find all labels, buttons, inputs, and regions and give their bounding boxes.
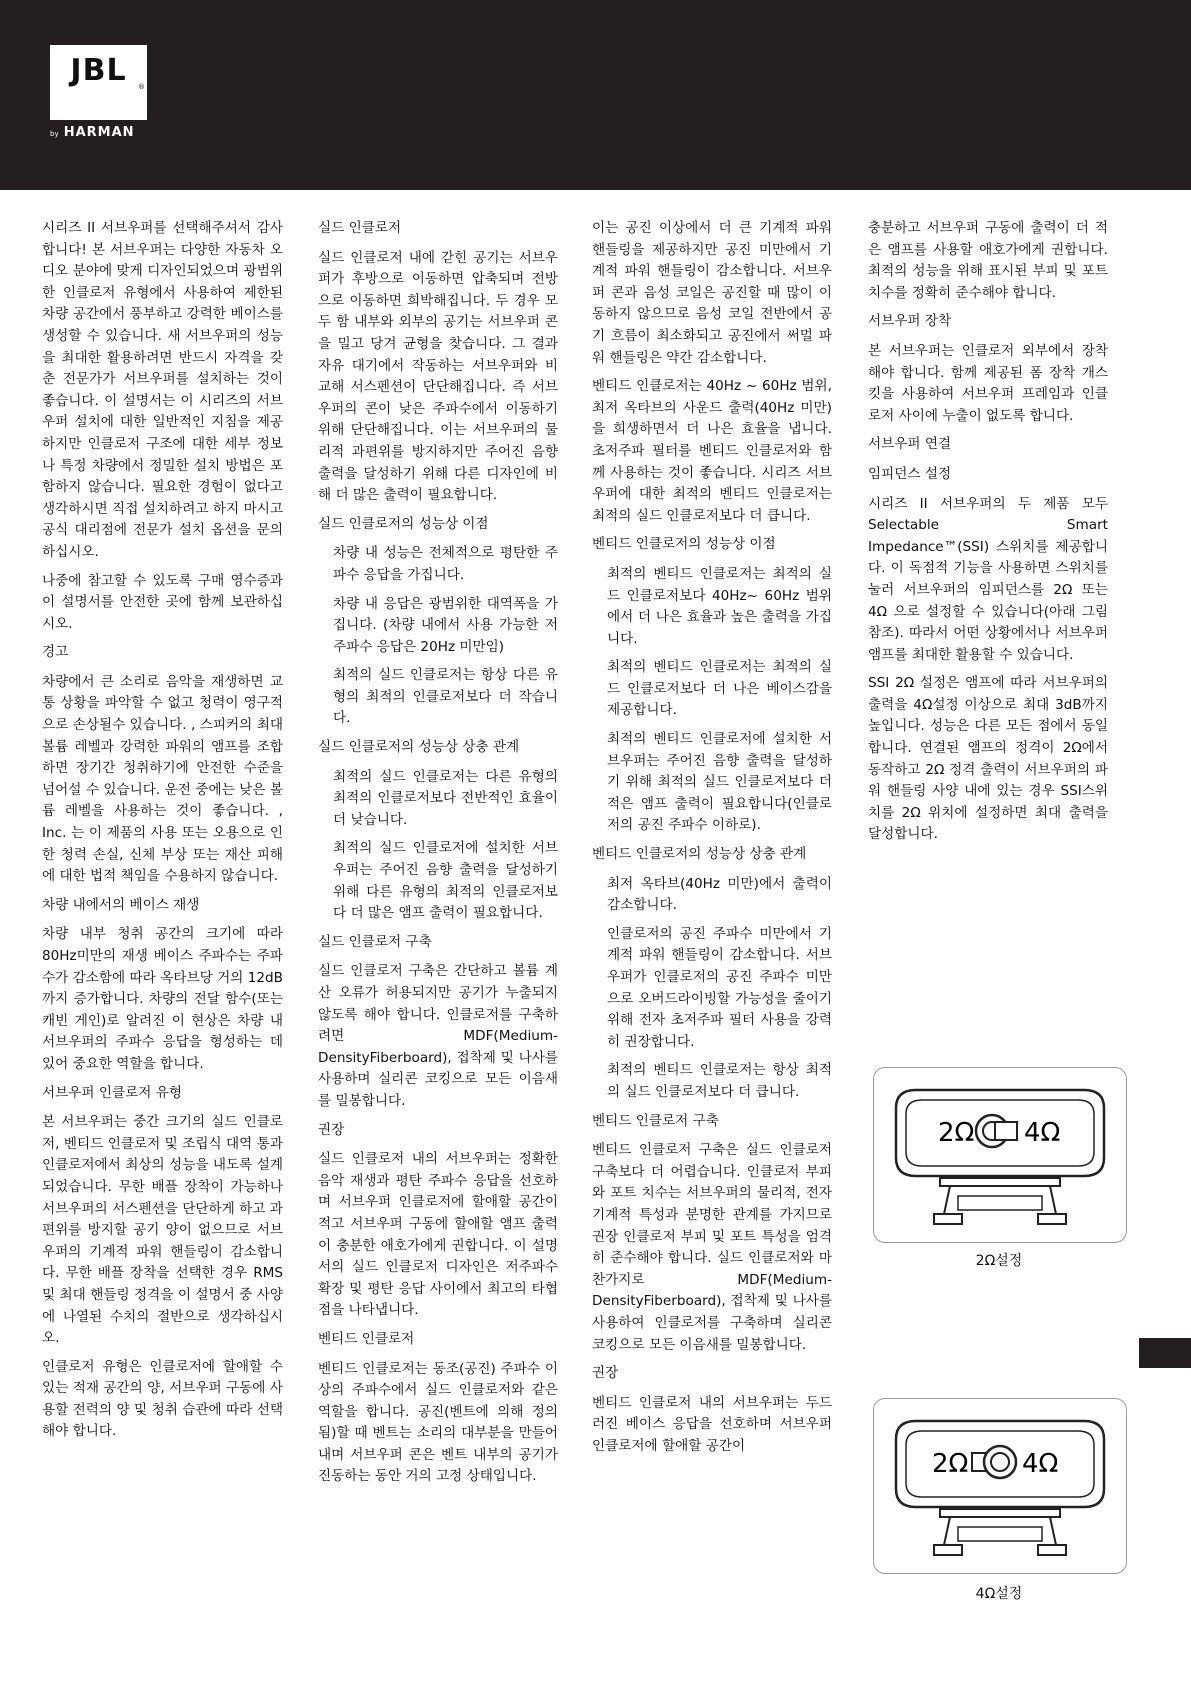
label-2ohm: 2Ω: [938, 1118, 975, 1148]
logo-text: JBL: [70, 53, 127, 88]
column-2: [318, 218, 558, 1495]
section-heading: 서브우퍼 연결: [868, 436, 952, 453]
section-heading: 벤티드 인클로저 구축: [592, 1112, 719, 1129]
body-paragraph: 인클로저 유형은 인클로저에 할애할 수 있는 적재 공간의 양, 서브우퍼 구동에 사용할 전력의 양 및 청취 습관에 따라 선택해야 합니다.: [42, 1358, 283, 1440]
body-paragraph: 최적의 벤티드 인클로저는 최적의 실드 인클로저보다 40Hz~ 60Hz 범위에서 더 나은 효율과 높은 출력을 가집니다.: [607, 565, 832, 647]
section-heading: 권장: [318, 1121, 345, 1138]
body-paragraph: 최적의 벤티드 인클로저에 설치한 서브우퍼는 주어진 음향 출력을 달성하기 위해 최적의 실드 인클로저보다 더 적은 앰프 출력이 필요합니다(인클로저의 공진 주파수 이하로).: [607, 731, 832, 834]
jbl-logo: [50, 45, 147, 120]
section-heading: 실드 인클로저의 성능상 이점: [318, 515, 489, 532]
body-paragraph: 차량 내 성능은 전체적으로 평탄한 주파수 응답을 가집니다.: [333, 545, 558, 583]
section-heading: 권장: [592, 1365, 619, 1382]
body-paragraph: 본 서브우퍼는 중간 크기의 실드 인클로저, 벤티드 인클로저 및 조립식 대역 통과 인클로저에서 최상의 성능을 내도록 설계되었습니다. 무한 배플 장착이 가능하나 서브우퍼의 서스펜션을 단단하게 하고 과편위를 방지할 공기 양이 없으므로 서브우퍼의 기계적 파워 핸들링이 감소합니다. 무한 배플 장착을 선택한 경우 RMS 및 최대 핸들링 정격을 이 설명서 중 사양에 나열된 수치의 절반으로 생각하십시오.: [42, 1114, 283, 1347]
by-text: by: [50, 130, 59, 138]
column-4: [868, 218, 1108, 853]
section-heading: 임피던스 설정: [868, 465, 952, 482]
section-heading: 실드 인클로저 구축: [318, 933, 432, 950]
figure-4ohm: [873, 1398, 1127, 1574]
section-heading: 실드 인클로저: [318, 220, 402, 236]
section-heading: 서브우퍼 인클로저 유형: [42, 1084, 182, 1101]
body-paragraph: 벤티드 인클로저 구축은 실드 인클로저 구축보다 더 어렵습니다. 인클로저 부피와 포트 치수는 서브우퍼의 물리적, 전자 기계적 특성과 분명한 관계를 가지므로 권장 인클로저 부피 및 포트 특성을 엄격히 준수해야 합니다. 실드 인클로저와 마찬가지로 MDF(Medium-DensityFiberboard), 접착제 및 나사를 사용하여 인클로저를 구축하며 실리콘 코킹으로 모든 이음새를 밀봉합니다.: [592, 1142, 832, 1353]
figure-caption: 4Ω설정: [975, 1586, 1023, 1602]
body-paragraph: 최저 옥타브(40Hz 미만)에서 출력이 감소합니다.: [607, 875, 832, 914]
label-4ohm: 4Ω: [1024, 1118, 1061, 1148]
section-heading: 벤티드 인클로저: [318, 1330, 415, 1347]
body-paragraph: 최적의 벤티드 인클로저는 항상 최적의 실드 인클로저보다 더 큽니다.: [607, 1062, 832, 1100]
section-heading: 실드 인클로저의 성능상 상충 관계: [318, 739, 520, 756]
header-bar: [0, 0, 1191, 190]
figure-2ohm: [873, 1067, 1127, 1243]
section-heading: 경고: [42, 644, 69, 661]
body-paragraph: 벤티드 인클로저는 동조(공진) 주파수 이상의 주파수에서 실드 인클로저와 같은 역할을 합니다. 공진(벤트에 의해 정의됨)할 때 벤트는 소리의 대부분을 만들어내며 서브우퍼 콘은 벤트 내부의 공기가 진동하는 동안 거의 고정 상태입니다.: [318, 1360, 558, 1485]
body-paragraph: SSI 2Ω 설정은 앰프에 따라 서브우퍼의 출력을 4Ω설정 이상으로 최대 3dB까지 높입니다. 성능은 다른 모든 점에서 동일합니다. 연결된 앰프의 정격이 2Ω에서 동작하고 2Ω 정격 출력이 서브우퍼의 파워 핸들링 사양 내에 있는 경우 SSI스위치를 2Ω 위치에 설정하면 최대 출력을 달성합니다.: [868, 675, 1108, 843]
ssi-switch-diagram-4ohm: [874, 1399, 1126, 1573]
section-heading: 벤티드 인클로저의 성능상 이점: [592, 536, 776, 553]
body-paragraph: 실드 인클로저 내의 서브우퍼는 정확한 음악 재생과 평탄 주파수 응답을 선호하며 서브우퍼 인클로저에 할애할 공간이 적고 서브우퍼 구동에 할애할 앰프 출력이 충분한 애호가에게 권합니다. 이 설명서의 실드 인클로저 디자인은 저주파수 확장 및 평탄 응답 사이에서 최고의 타협점을 나타냅니다.: [318, 1151, 558, 1319]
body-paragraph: 본 서브우퍼는 인클로저 외부에서 장착해야 합니다. 함께 제공된 폼 장착 개스킷을 사용하여 서브우퍼 프레임과 인클로저 사이에 누출이 없도록 합니다.: [868, 342, 1108, 424]
section-heading: 벤티드 인클로저의 성능상 상충 관계: [592, 846, 807, 863]
figure-caption: 2Ω설정: [975, 1253, 1023, 1269]
body-paragraph: 벤티드 인클로저는 40Hz ~ 60Hz 범위, 최저 옥타브의 사운드 출력(40Hz 미만)을 희생하면서 더 나은 효율을 냅니다. 초저주파 필터를 벤티드 인클로저와 함께 사용하는 것이 좋습니다. 시리즈 서브우퍼에 대한 최적의 벤티드 인클로저는 최적의 실드 인클로저보다 더 큽니다.: [592, 378, 832, 524]
harman-logo: [50, 121, 150, 140]
page-tab-marker: [1139, 1338, 1191, 1368]
body-paragraph: 인클로저의 공진 주파수 미만에서 기계적 파워 핸들링이 감소합니다. 서브우퍼가 인클로저의 공진 주파수 미만으로 오버드라이빙할 가능성을 줄이기 위해 전자 초저주파 필터 사용을 강력히 권장합니다.: [607, 925, 832, 1050]
body-paragraph: 차량 내부 청취 공간의 크기에 따라 80Hz미만의 재생 베이스 주파수는 주파수가 감소함에 따라 옥타브당 거의 12dB까지 증가합니다. 차량의 전달 함수(또는 캐빈 게인)로 알려진 이 현상은 차량 내 서브우퍼의 주파수 응답을 형성하는 데 있어 중요한 역할을 합니다.: [42, 926, 283, 1072]
body-paragraph: 최적의 벤티드 인클로저는 최적의 실드 인클로저보다 더 나은 베이스감을 제공합니다.: [607, 659, 832, 719]
registered-mark: ®: [138, 83, 145, 91]
body-paragraph: 차량에서 큰 소리로 음악을 재생하면 교통 상황을 파악할 수 없고 청력이 영구적으로 손상될수 있습니다. , 스피커의 최대 볼륨 레벨과 강력한 파워의 앰프를 조합하면 장기간 청취하기에 안전한 수준을 넘어설 수 있습니다. 운전 중에는 낮은 볼륨 레벨을 사용하는 것이 좋습니다. , Inc. 는 이 제품의 사용 또는 오용으로 인한 청력 손실, 신체 부상 또는 재산 피해에 대한 법적 책임을 수용하지 않습니다.: [42, 673, 283, 885]
body-paragraph: 충분하고 서브우퍼 구동에 출력이 더 적은 앰프를 사용할 애호가에게 권합니다. 최적의 성능을 위해 표시된 부피 및 포트 치수를 정확히 준수해야 합니다.: [868, 220, 1108, 301]
body-paragraph: 실드 인클로저 내에 갇힌 공기는 서브우퍼가 후방으로 이동하면 압축되며 전방으로 이동하면 희박해집니다. 두 경우 모두 함 내부와 외부의 공기는 서브우퍼 콘을 밀고 당겨 균형을 찾습니다. 그 결과 자유 대기에서 작동하는 서브우퍼와 비교해 서스펜션이 단단해집니다. 즉 서브우퍼의 콘이 낮은 주파수에서 이동하기 위해 단단해집니다. 이는 서브우퍼의 물리적 과편위를 방지하지만 주어진 음향 출력을 달성하기 위해 다른 디자인에 비해 더 많은 출력이 필요합니다.: [318, 249, 558, 504]
body-paragraph: 나중에 참고할 수 있도록 구매 영수증과 이 설명서를 안전한 곳에 함께 보관하십시오.: [42, 572, 283, 632]
column-1: [42, 218, 283, 1450]
body-paragraph: 벤티드 인클로저 내의 서브우퍼는 두드러진 베이스 응답을 선호하며 서브우퍼 인클로저에 할애할 공간이: [592, 1394, 832, 1454]
body-paragraph: 최적의 실드 인클로저는 다른 유형의 최적의 인클로저보다 전반적인 효율이 더 낮습니다.: [333, 768, 558, 828]
label-2ohm: 2Ω: [932, 1449, 969, 1479]
ssi-switch-diagram-2ohm: [874, 1068, 1126, 1242]
harman-text: HARMAN: [63, 125, 135, 140]
body-paragraph: 시리즈 II 서브우퍼를 선택해주셔서 감사합니다! 본 서브우퍼는 다양한 자동차 오디오 분야에 맞게 디자인되었으며 광범위한 인클로저 유형에서 사용하여 제한된 차량 공간에서 풍부하고 강력한 베이스를 생성할 수 있습니다. 새 서브우퍼의 성능을 최대한 활용하려면 반드시 자격을 갖춘 전문가가 서브우퍼를 설치하는 것이 좋습니다. 이 설명서는 이 시리즈의 서브우퍼 설치에 대한 일반적인 지침을 제공하지만 인클로저 구조에 대한 세부 정보나 특정 차량에서 정밀한 설치 방법은 포함하지 않습니다. 필요한 경험이 없다고 생각하시면 직접 설치하려고 하지 마시고 공식 대리점에 전문가 설치 옵션을 문의하십시오.: [42, 220, 283, 560]
column-3: [592, 218, 832, 1464]
body-paragraph: 시리즈 II 서브우퍼의 두 제품 모두 Selectable Smart Impedance™(SSI) 스위치를 제공합니다. 이 독점적 기능을 사용하면 스위치를 눌러 서브우퍼의 임피던스를 2Ω 또는 4Ω 으로 설정할 수 있습니다(아래 그림 참조). 따라서 어떤 상황에서나 서브우퍼 앰프를 최대한 활용할 수 있습니다.: [868, 495, 1108, 663]
body-paragraph: 최적의 실드 인클로저는 항상 다른 유형의 최적의 인클로저보다 더 작습니다.: [333, 667, 558, 727]
body-paragraph: 이는 공진 이상에서 더 큰 기계적 파워 핸들링을 제공하지만 공진 미만에서 기계적 파워 핸들링이 감소합니다. 서브우퍼 콘과 음성 코일은 공진할 때 많이 이동하지 않으므로 음성 코일 전반에서 공기 흐름이 최소화되고 공진에서 써멀 파워 핸들링은 약간 감소합니다.: [592, 220, 832, 366]
body-paragraph: 실드 인클로저 구축은 간단하고 볼륨 계산 오류가 허용되지만 공기가 누출되지 않도록 해야 합니다. 인클로저를 구축하려면 MDF(Medium-DensityFiberboard), 접착제 및 나사를 사용하며 실리콘 코킹으로 모든 이음새를 밀봉합니다.: [318, 963, 558, 1109]
body-paragraph: 차량 내 응답은 광범위한 대역폭을 가집니다. (차량 내에서 사용 가능한 저주파수 응답은 20Hz 미만임): [333, 595, 558, 655]
section-heading: 차량 내에서의 베이스 재생: [42, 896, 200, 913]
section-heading: 서브우퍼 장착: [868, 313, 952, 330]
label-4ohm: 4Ω: [1022, 1449, 1059, 1479]
body-paragraph: 최적의 실드 인클로저에 설치한 서브우퍼는 주어진 음향 출력을 달성하기 위해 다른 유형의 최적의 인클로저보다 더 많은 앰프 출력이 필요합니다.: [333, 840, 558, 922]
